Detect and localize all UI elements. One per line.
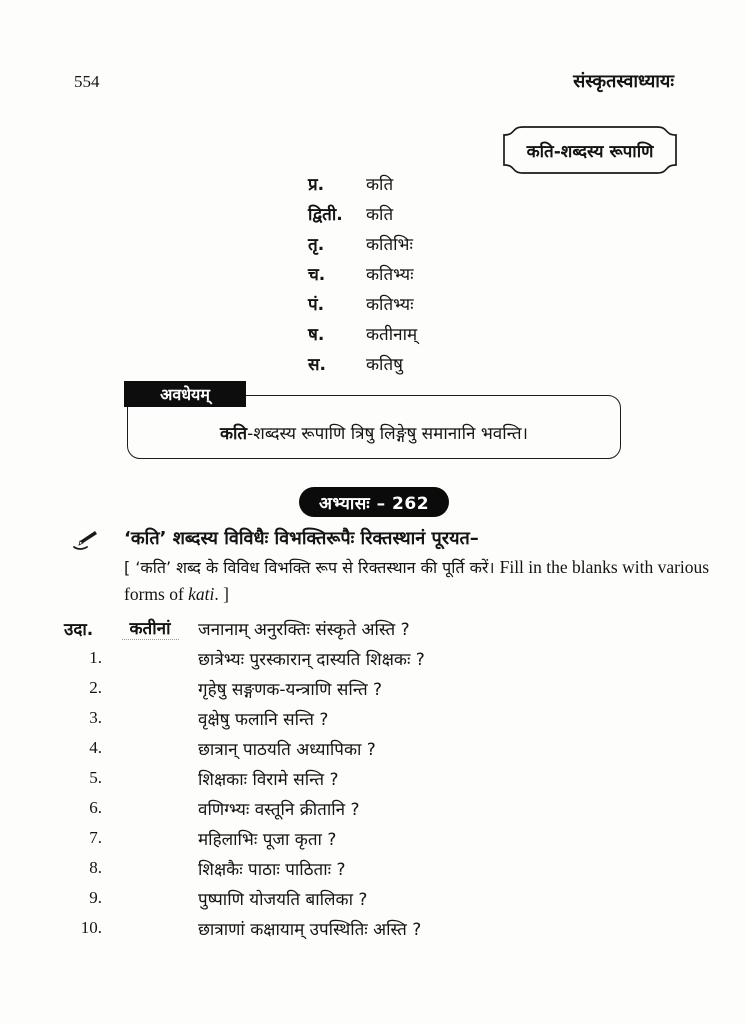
question-text: पुष्पाणि योजयति बालिका ? bbox=[198, 889, 368, 910]
question-number: 1. bbox=[89, 648, 102, 667]
note-text-bold: कति bbox=[219, 423, 248, 444]
question-row bbox=[64, 793, 425, 823]
instruction-sub-italic-word: kati bbox=[188, 584, 215, 604]
question-number: 9. bbox=[89, 888, 102, 907]
plaque-title: कति-शब्दस्य रूपाणि bbox=[526, 141, 654, 162]
instruction-sub-end: . ] bbox=[214, 584, 229, 604]
question-row bbox=[64, 673, 425, 703]
case-label: द्विती. bbox=[308, 204, 343, 225]
page-number: 554 bbox=[74, 72, 100, 91]
exercise-heading-badge: अभ्यासः – 262 bbox=[299, 487, 449, 517]
example-row bbox=[64, 613, 425, 643]
question-text: छात्राणां कक्षायाम् उपस्थितिः अस्ति ? bbox=[198, 919, 422, 940]
question-number: 8. bbox=[89, 858, 102, 877]
questions-list bbox=[64, 613, 425, 943]
question-row bbox=[64, 853, 425, 883]
example-label: उदा. bbox=[64, 619, 94, 640]
declension-table bbox=[308, 168, 417, 378]
question-row bbox=[64, 823, 425, 853]
question-text: शिक्षकाः विरामे सन्ति ? bbox=[198, 769, 339, 790]
case-form: कतिभिः bbox=[366, 234, 413, 255]
question-text: जनानाम् अनुरक्तिः संस्कृते अस्ति ? bbox=[198, 619, 410, 640]
question-text: छात्रान् पाठयति अध्यापिका ? bbox=[198, 739, 376, 760]
case-form: कतीनाम् bbox=[366, 324, 418, 345]
question-text: गृहेषु सङ्गणक-यन्त्राणि सन्ति ? bbox=[198, 679, 383, 700]
question-number: 10. bbox=[80, 918, 102, 937]
case-label: पं. bbox=[308, 294, 325, 315]
table-row bbox=[308, 318, 417, 348]
question-number: 6. bbox=[89, 798, 102, 817]
question-text: छात्रेभ्यः पुरस्कारान् दास्यति शिक्षकः ? bbox=[198, 649, 425, 670]
question-text: वृक्षेषु फलानि सन्ति ? bbox=[198, 709, 329, 730]
table-row bbox=[308, 288, 417, 318]
question-number: 3. bbox=[89, 708, 102, 727]
question-row bbox=[64, 703, 425, 733]
question-number: 2. bbox=[89, 678, 102, 697]
instruction-main: ‘कति’ शब्दस्य विविधैः विभक्तिरूपैः रिक्तस्थानं पूरयत– bbox=[124, 528, 479, 549]
case-form: कतिभ्यः bbox=[366, 264, 414, 285]
question-row bbox=[64, 733, 425, 763]
table-row bbox=[308, 228, 417, 258]
table-row bbox=[308, 198, 417, 228]
note-tab: अवधेयम् bbox=[124, 381, 246, 407]
example-blank bbox=[102, 616, 198, 640]
writing-hand-icon bbox=[71, 529, 99, 553]
table-row bbox=[308, 348, 417, 378]
question-text: शिक्षकैः पाठाः पाठिताः ? bbox=[198, 859, 346, 880]
question-number: 5. bbox=[89, 768, 102, 787]
question-number: 4. bbox=[89, 738, 102, 757]
case-label: तृ. bbox=[308, 234, 325, 255]
case-label: ष. bbox=[308, 324, 325, 345]
case-form: कतिभ्यः bbox=[366, 294, 414, 315]
note-text-rest: -शब्दस्य रूपाणि त्रिषु लिङ्गेषु समानानि भवन्ति। bbox=[247, 423, 529, 444]
question-text: महिलाभिः पूजा कृता ? bbox=[198, 829, 337, 850]
question-row bbox=[64, 883, 425, 913]
case-form: कति bbox=[366, 204, 394, 225]
instruction-sub-hindi: [ ‘कति’ शब्द के विविध विभक्ति रूप से रिक्तस्थान की पूर्ति करें। bbox=[124, 558, 500, 577]
example-answer: कतीनां bbox=[122, 616, 179, 640]
question-number: 7. bbox=[89, 828, 102, 847]
case-form: कतिषु bbox=[366, 354, 403, 375]
table-row bbox=[308, 168, 417, 198]
question-text: वणिग्भ्यः वस्तूनि क्रीतानि ? bbox=[198, 799, 360, 820]
case-label: प्र. bbox=[308, 174, 325, 195]
case-label: च. bbox=[308, 264, 326, 285]
table-row bbox=[308, 258, 417, 288]
case-label: स. bbox=[308, 354, 326, 375]
case-form: कति bbox=[366, 174, 394, 195]
instruction-sub bbox=[124, 554, 714, 608]
question-row bbox=[64, 763, 425, 793]
word-forms-plaque bbox=[499, 122, 681, 178]
instruction-sub-english: Fill in the blanks with various forms of bbox=[124, 557, 710, 604]
question-row bbox=[64, 643, 425, 673]
question-row bbox=[64, 913, 425, 943]
note-text bbox=[220, 421, 528, 444]
page-header-title: संस्कृतस्वाध्यायः bbox=[573, 71, 674, 92]
